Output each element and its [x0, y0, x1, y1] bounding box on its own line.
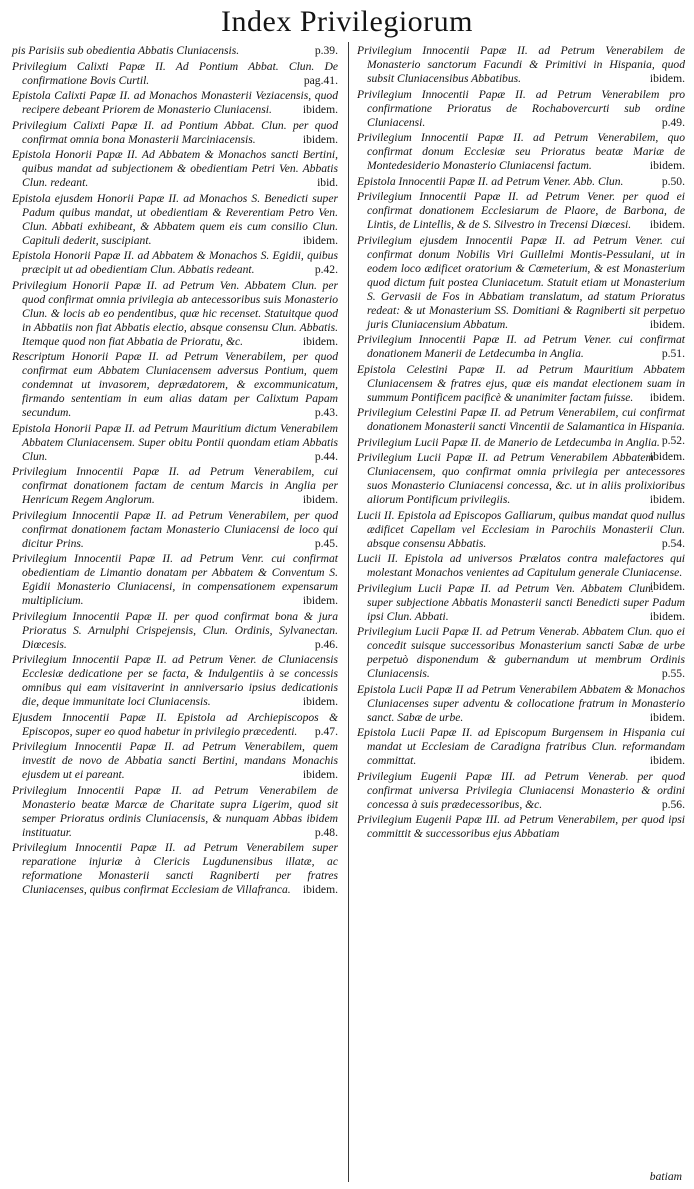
page-reference: ibidem.	[302, 768, 338, 781]
index-entry	[357, 813, 685, 841]
index-entry	[357, 625, 685, 681]
page-reference: ibidem.	[649, 390, 685, 404]
entry-text: Privilegium Innocentii Papæ II. ad Petrum Venerabilem de Monasterio beatæ Marcæ de Charitate supra Ligerim, quod sit semper Prioratus ordinis Cluniacensis, & nunquam Abbas ibidem instituatur.	[12, 783, 338, 839]
page-reference: p.47.	[314, 724, 338, 738]
page-reference: ibid.	[317, 176, 338, 189]
index-entry	[357, 131, 685, 173]
page-reference: ibidem.	[649, 609, 685, 623]
entry-text: Privilegium Innocentii Papæ II. ad Petrum Vener. per quod ei confirmat donationem Ecclesiarum de Plaore, de Barbona, de Lintis, de Lintellis, & de S. Silvestro in Trecensi Diœcesi.	[357, 190, 685, 231]
page-reference: ibidem.	[649, 317, 685, 331]
page-reference: p.44.	[314, 449, 338, 463]
page-reference: ibidem.	[302, 132, 338, 146]
entry-text: Privilegium Lucii Papæ II. ad Petrum Venerab. Abbatem Clun. quo ei concedit suisque successoribus Monasterium sancti Sabæ de urbe perpetuò disponendum & gubernandum ut membrum Ordinis Cluniacensis.	[357, 625, 685, 680]
index-entry	[357, 88, 685, 130]
entry-text: Privilegium ejusdem Innocentii Papæ II. ad Petrum Vener. cui confirmat donum Nobilis Viri Guillelmi Montis-Pessulani, ut in eodem loco ædificet oratorium & Cœmeterium, & est Monasterium quod dictum fuit postea Cluniacetum. Statuit etiam ut Monasterium S. Gervasii de Fos in Abbatiam translatum, ad statum Prioratus redeat: & ut Monasterium SS. Domitiani & Ragniberti sit perpetuo juris Cluniacensium Abbatum.	[357, 233, 685, 331]
entry-text: Epistola Lucii Papæ II. ad Episcopum Burgensem in Hispania cui mandat ut Ecclesiam de Caradigna fratribus Clun. reformandam committat.	[357, 726, 685, 767]
entry-text: Epistola Honorii Papæ II. ad Petrum Mauritium dictum Venerabilem Abbatem Cluniacensem. Super obitu Pontii quondam etiam Abbatis Clun.	[12, 421, 338, 463]
index-entry	[357, 44, 685, 86]
index-entry	[357, 333, 685, 361]
index-entry	[357, 683, 685, 725]
entry-text: Epistola Honorii Papæ II. Ad Abbatem & Monachos sancti Bertini, quibus mandat ad subjectionem & obedientiam Petri Ven. Abbatis Clun. redeant.	[12, 148, 338, 189]
index-entry	[357, 175, 685, 189]
page-reference: ibidem.	[302, 493, 338, 506]
entry-text: Privilegium Innocentii Papæ II. ad Petrum Venerabilem pro confirmatione Prioratus de Rochabovercurti sub ordine Cluniacensi.	[357, 87, 685, 129]
index-entry	[12, 60, 338, 88]
index-entry	[357, 234, 685, 332]
page-reference: p.56.	[661, 797, 685, 811]
index-entry	[12, 148, 338, 190]
index-entry	[12, 44, 338, 58]
entry-text: Privilegium Lucii Papæ II. de Manerio de Letdecumba in Anglia.	[357, 435, 660, 449]
page-reference: ibidem.	[302, 334, 338, 348]
index-entry	[12, 653, 338, 709]
page-reference: p.46.	[314, 637, 338, 651]
page-reference: ibidem.	[302, 883, 338, 896]
page-reference: p.48.	[314, 825, 338, 839]
entry-text: Privilegium Eugenii Papæ III. ad Petrum Venerabilem, per quod ipsi committit & successoribus ejus Abbatiam	[357, 813, 685, 840]
right-column	[357, 44, 685, 843]
entry-text: Privilegium Innocentii Papæ II. ad Petrum Venerabilem, quem investit de novo de Abbatia sancti Bertini, mandans Monachis ejusdem ut ei pareant.	[12, 740, 338, 781]
page-reference: ibidem.	[649, 754, 685, 767]
index-entry	[357, 435, 685, 463]
entry-text: Ejusdem Innocentii Papæ II. Epistola ad Archiepiscopos & Episcopos, super eo quod habetur in privilegio præcedenti.	[12, 710, 338, 738]
entry-text: Privilegium Celestini Papæ II. ad Petrum Venerabilem, cui confirmat donationem Monasterii sancti Vincentii de Salamantica in Hispania.	[357, 406, 685, 433]
entry-text: Privilegium Honorii Papæ II. ad Petrum Ven. Abbatem Clun. per quod confirmat omnia privilegia ab antecessoribus suis Monasterio Clun. & locis ab eo pendentibus, quæ hic recenset. Statuitque quod in Abbatiis non fiat Abbatis electio, absque consensu Clun. Abbatis. Itemque quod non fiat Abbatia de Prioratu, &c.	[12, 278, 338, 348]
index-entry	[12, 841, 338, 897]
index-entry	[357, 726, 685, 768]
index-entry	[357, 770, 685, 812]
index-entry	[12, 249, 338, 277]
page-reference: p.50.	[661, 174, 685, 188]
page-reference: ibidem.	[649, 159, 685, 172]
entry-text: Privilegium Lucii Papæ II. ad Petrum Ven. Abbatem Clun. super subjectione Abbatis Monasterii sancti Benedicti super Padum ipsi Clun. Abbati.	[357, 581, 685, 623]
page-reference: p.49.	[661, 115, 685, 129]
index-entry	[12, 119, 338, 147]
entry-text: Rescriptum Honorii Papæ II. ad Petrum Venerabilem, per quod confirmat eum Abbatem Cluniacensem adversus Pontium, quem condemnat ut invasorem, deprædatorem, & excommunicatum, firmando sententiam in eum alias datam per Calixtum Papam secundum.	[12, 350, 338, 419]
entry-text: Privilegium Calixti Papæ II. Ad Pontium Abbat. Clun. De confirmatione Bovis Curtil.	[12, 59, 338, 87]
page-reference: ibidem.	[302, 233, 338, 247]
page-reference: p.52.	[661, 434, 685, 447]
page-reference: p.42.	[314, 263, 338, 276]
index-entry	[357, 363, 685, 405]
page-reference: ibidem.	[302, 103, 338, 116]
entry-text: Privilegium Innocentii Papæ II. ad Petrum Vener. cui confirmat donationem Manerii de Letdecumba in Anglia.	[357, 333, 685, 360]
page-reference: ibidem.	[302, 695, 338, 708]
entry-text: Epistola Celestini Papæ II. ad Petrum Mauritium Abbatem Cluniacensem & fratres ejus, quæ eis mandat electionem suam in summum Pontificem pacificè & unanimiter factam fuisse.	[357, 362, 685, 404]
entry-text: Epistola ejusdem Honorii Papæ II. ad Monachos S. Benedicti super Padum quibus mandat, ut obedientiam & Reverentiam Petro Ven. Clun. Abbati exhibeant, & Abbatem quem eis cum consilio Clun. Capituli dederit, suscipiant.	[12, 191, 338, 247]
entry-text: Epistola Calixti Papæ II. ad Monachos Monasterii Veziacensis, quod recipere debeant Priorem de Monasterio Cluniacensi.	[12, 89, 338, 116]
index-entry	[357, 451, 685, 507]
index-entry	[12, 509, 338, 551]
entry-text: Epistola Honorii Papæ II. ad Abbatem & Monachos S. Egidii, quibus præcipit ut ad obedientiam Clun. Abbatis redeant.	[12, 249, 338, 276]
page-reference: ibidem.	[649, 449, 685, 463]
index-entry	[12, 784, 338, 840]
page-reference: p.54.	[661, 536, 685, 550]
page-reference: ibidem.	[649, 72, 685, 85]
index-entry	[12, 422, 338, 464]
entry-text: Epistola Lucii Papæ II ad Petrum Venerabilem Abbatem & Monachos Cluniacenses super adventu & collocatione fratrum in Monasterio sanct. Sabæ de urbe.	[357, 682, 685, 724]
index-entry	[12, 610, 338, 652]
index-entry	[12, 465, 338, 507]
index-entry	[357, 509, 685, 551]
entry-text: Epistola Innocentii Papæ II. ad Petrum Vener. Abb. Clun.	[357, 174, 624, 188]
index-entry	[12, 711, 338, 739]
left-column	[12, 44, 338, 899]
index-entry	[12, 552, 338, 608]
entry-text: pis Parisiis sub obedientia Abbatis Cluniacensis.	[12, 44, 240, 57]
page-reference: p.45.	[314, 536, 338, 550]
entry-text: Privilegium Innocentii Papæ II. ad Petrum Venerabilem, per quod confirmat donationem factam Monasterio Cluniacensi de loco qui dicitur Prins.	[12, 508, 338, 550]
entry-text: Privilegium Innocentii Papæ II. ad Petrum Venr. cui confirmat obedientiam de Limantio donatam per Abbatem & Conventum S. Egidii Monasterio Cluniacensi, in compensationem expensarum multiplicium.	[12, 552, 338, 607]
page-reference: p.55.	[661, 667, 685, 680]
entry-text: Privilegium Lucii Papæ II. ad Petrum Venerabilem Abbatem Cluniacensem, quo confirmat omnia privilegia per antecessores suos Monasterio Cluniacensi concessa, &c. ut in aliis prolixioribus aliorum Pontificum privilegiis.	[357, 451, 685, 506]
entry-text: Privilegium Innocentii Papæ II. per quod confirmat bona & jura Prioratus S. Arnulphi Crispejensis, Clun. Ordinis, Sylvanectan. Diœcesis.	[12, 609, 338, 651]
index-entry	[357, 582, 685, 624]
page-reference: ibidem.	[649, 218, 685, 231]
entry-text: Privilegium Eugenii Papæ III. ad Petrum Venerab. per quod confirmat universa Privilegia Cluniacensi Monasterio & ordini concessa à suis prædecessoribus, &c.	[357, 769, 685, 811]
entry-text: Privilegium Innocentii Papæ II. ad Petrum Venerabilem, quo confirmat donum Ecclesiæ seu Prioratus beatæ Mariæ de Montedesiderio Monasterio Cluniacensi factum.	[357, 131, 685, 172]
entry-text: Lucii II. Epistola ad Episcopos Galliarum, quibus mandat quod nullus ædificet Capellam vel Ecclesiam in Parochiis Monasterii Clun. absque consensu Abbatis.	[357, 508, 685, 550]
entry-text: Privilegium Innocentii Papæ II. ad Petrum Venerabilem de Monasterio sanctorum Facundi & Primitivi in Hispania, quod subsit Cluniacensibus Abbatibus.	[357, 44, 685, 85]
entry-text: Privilegium Innocentii Papæ II. ad Petrum Venerabilem super reparatione injuriæ à Clericis Lugdunensibus illatæ, ac reformatione Monasterii sancti Ragniberti per fratres Cluniacenses, quibus confirmat Ecclesiam de Villafranca.	[12, 841, 338, 896]
entry-text: Privilegium Calixti Papæ II. ad Pontium Abbat. Clun. per quod confirmat omnia bona Monasterii Marciniacensis.	[12, 118, 338, 146]
entry-text: Lucii II. Epistola ad universos Prælatos contra malefactores qui molestant Monachos venientes ad Capitulum generale Cluniacense.	[357, 552, 685, 579]
index-entry	[12, 279, 338, 349]
page-reference: p.43.	[314, 406, 338, 419]
index-entry	[357, 190, 685, 232]
catchword: batiam	[649, 1170, 682, 1183]
page-reference: ibidem.	[649, 710, 685, 724]
page-reference: ibidem.	[649, 580, 685, 593]
index-entry	[357, 552, 685, 593]
index-entry	[12, 192, 338, 248]
index-entry	[12, 350, 338, 420]
entry-text: Privilegium Innocentii Papæ II. ad Petrum Vener. de Cluniacensis Ecclesiæ dedicatione per se facta, & Indulgentiis à se concessis omnibus qui eam visitaverint in anniversario ipsius dedicationis die, deque immunitate loci Cluniacensis.	[12, 653, 338, 708]
page-reference: pag.41.	[303, 73, 338, 87]
entry-text: Privilegium Innocentii Papæ II. ad Petrum Venerabilem, cui confirmat donationem factam de centum Marcis in Anglia per Henricum Regem Anglorum.	[12, 465, 338, 506]
page-reference: p.39.	[314, 44, 338, 57]
page-title: Index Privilegiorum	[221, 5, 473, 38]
page-reference: p.51.	[661, 347, 685, 360]
page-reference: ibidem.	[649, 493, 685, 506]
index-entry	[12, 740, 338, 782]
index-entry	[12, 89, 338, 117]
page-reference: ibidem.	[302, 594, 338, 607]
column-divider	[348, 42, 349, 1182]
